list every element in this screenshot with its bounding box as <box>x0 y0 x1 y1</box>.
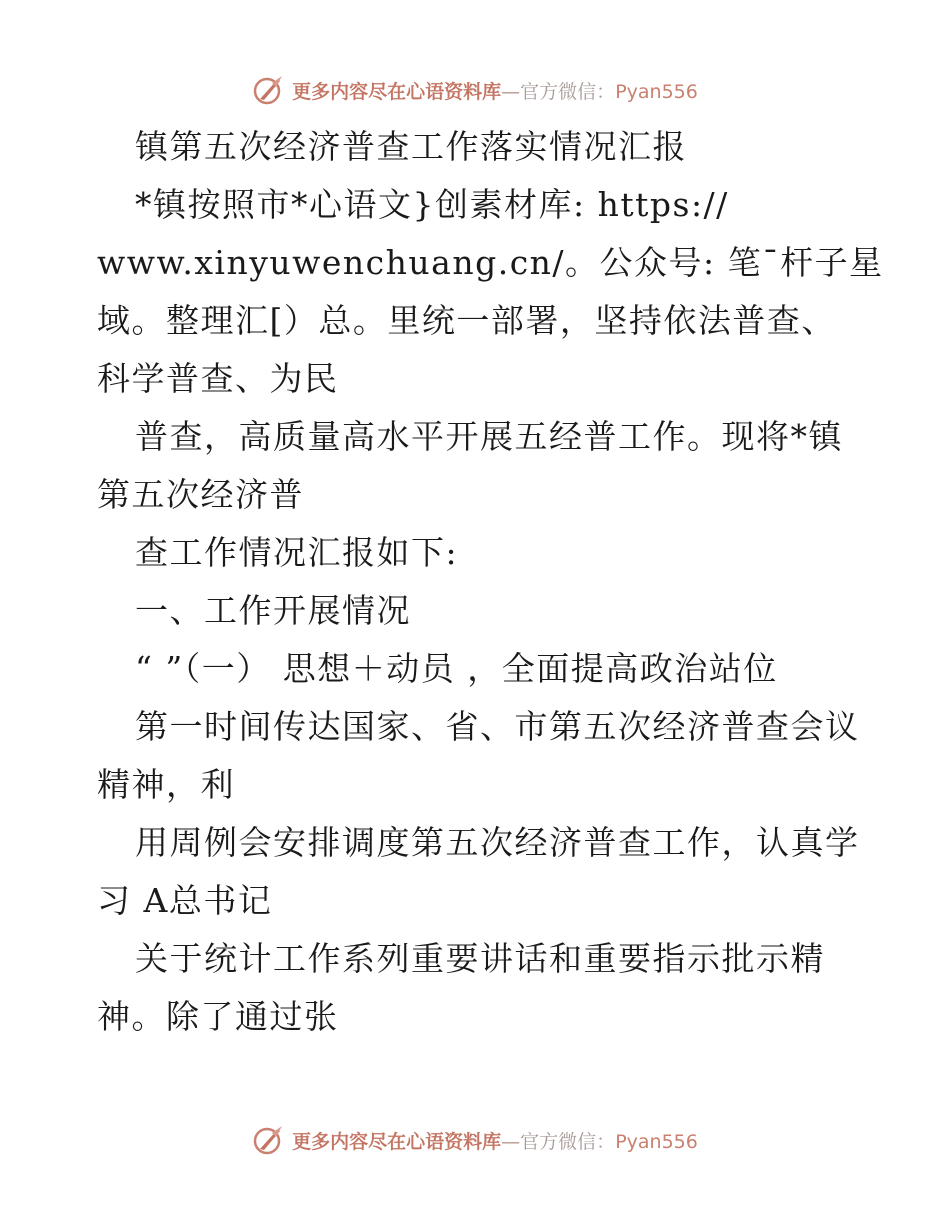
paragraph-line: 查工作情况汇报如下: <box>135 533 459 572</box>
paragraph-line: 科学普查、为民 <box>97 359 339 398</box>
watermark-wechat-id: Pyan556 <box>615 1130 698 1153</box>
paragraph-line: 精神，利 <box>97 765 235 804</box>
paragraph-line: 第五次经济普 <box>97 475 304 514</box>
watermark-separator: — <box>501 1130 521 1153</box>
watermark-separator: — <box>501 80 521 103</box>
paragraph-line: 普查，高质量高水平开展五经普工作。现将*镇 <box>135 417 843 456</box>
feather-pen-seal-icon <box>252 73 286 107</box>
document-title: 镇第五次经济普查工作落实情况汇报 <box>135 127 687 166</box>
paragraph-line: 域。整理汇[）总。里统一部署，坚持依法普查、 <box>97 301 836 340</box>
footer-watermark <box>0 1120 950 1160</box>
header-watermark <box>0 70 950 110</box>
paragraph-line: *镇按照市*心语文}创素材库: https:// <box>135 185 729 224</box>
paragraph-line: 用周例会安排调度第五次经济普查工作，认真学 <box>135 823 860 862</box>
paragraph-line: 关于统计工作系列重要讲话和重要指示批示精 <box>135 939 825 978</box>
watermark-wechat-id: Pyan556 <box>615 80 698 103</box>
watermark-wechat-label: 官方微信： <box>520 1130 616 1153</box>
paragraph-line: www.xinyuwenchuang.cn/。公众号: 笔¯杆子星 <box>97 243 884 282</box>
feather-pen-seal-icon <box>252 1123 286 1157</box>
document-body <box>97 118 884 1046</box>
paragraph-line: 第一时间传达国家、省、市第五次经济普查会议 <box>135 707 860 746</box>
paragraph-line: 习 A总书记 <box>97 881 273 920</box>
subsection-heading: “ ”（一） 思想＋动员 ，全面提高政治站位 <box>135 649 778 688</box>
watermark-wechat-label: 官方微信： <box>520 80 616 103</box>
paragraph-line: 神。除了通过张 <box>97 997 339 1036</box>
section-heading: 一、工作开展情况 <box>135 591 411 630</box>
watermark-label: 更多内容尽在心语资料库 <box>292 1130 502 1153</box>
watermark-label: 更多内容尽在心语资料库 <box>292 80 502 103</box>
